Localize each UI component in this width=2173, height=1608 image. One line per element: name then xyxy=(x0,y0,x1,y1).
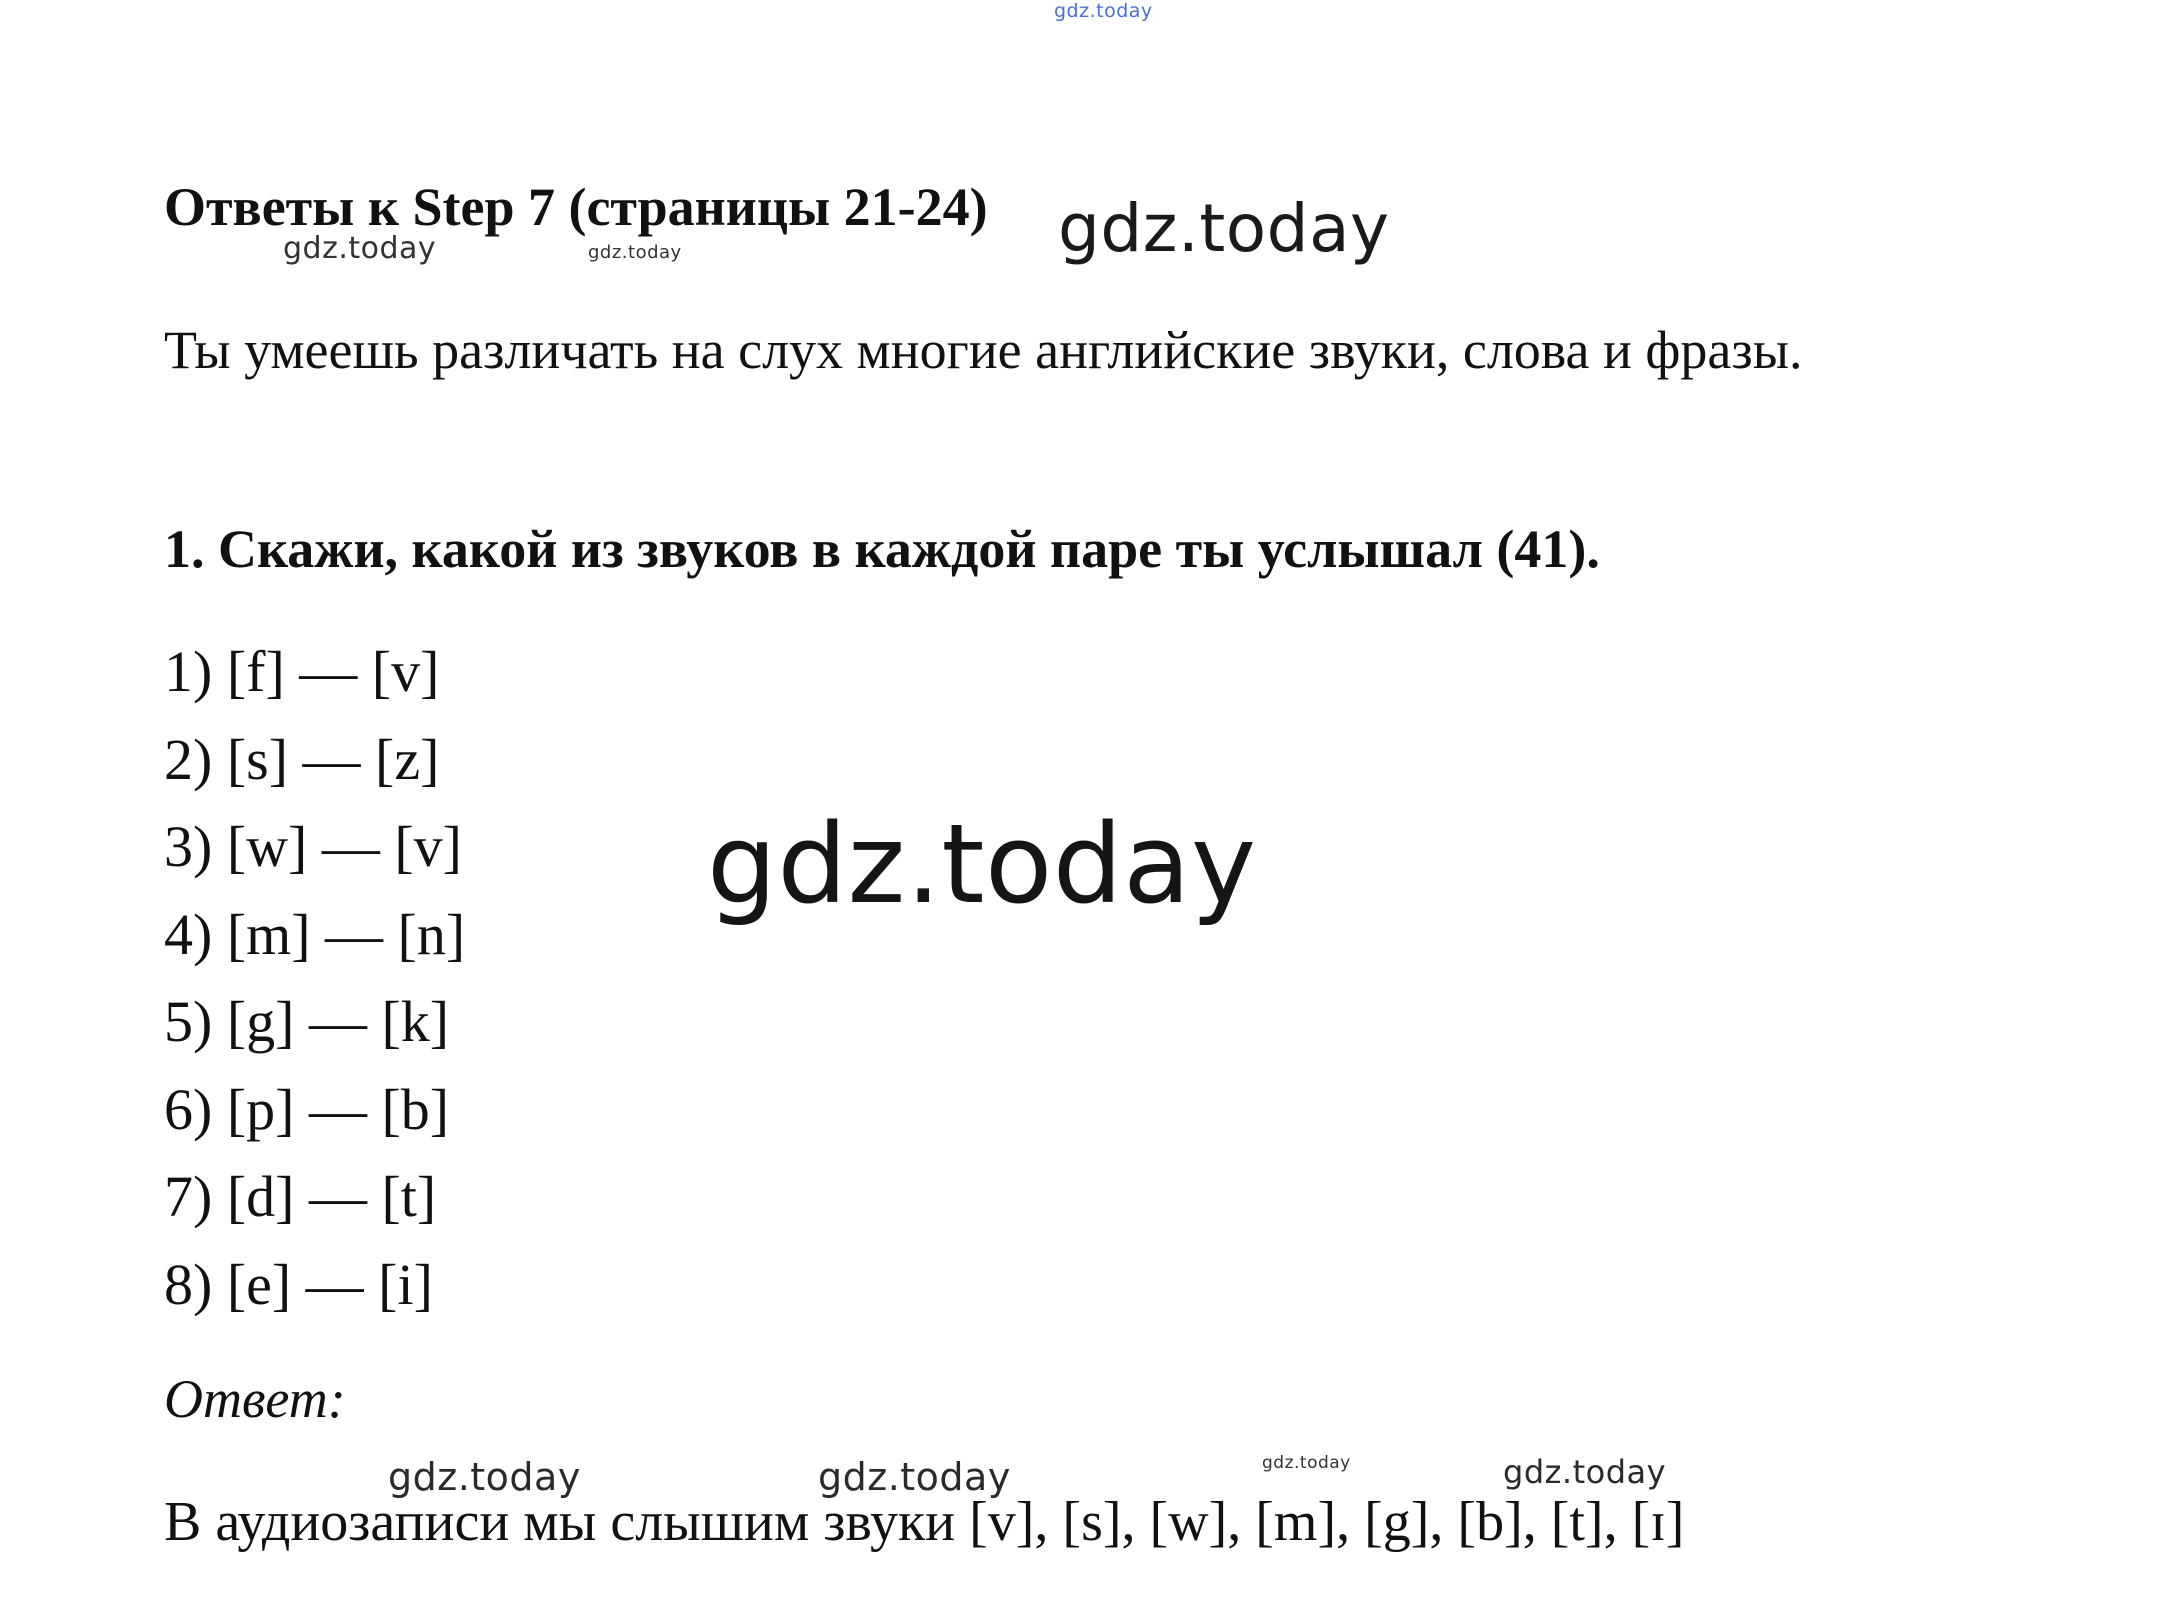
list-item: 4) [m] — [n] xyxy=(164,901,466,967)
watermark-top: gdz.today xyxy=(1054,0,1153,22)
watermark-center: gdz.today xyxy=(707,800,1257,928)
task-heading: 1. Скажи, какой из звуков в каждой паре ты услышал (41). xyxy=(164,519,1600,579)
watermark-answer: gdz.today xyxy=(1503,1453,1667,1491)
list-item: 1) [f] — [v] xyxy=(164,639,440,704)
list-item: 8) [e] — [i] xyxy=(164,1251,433,1317)
list-item: 6) [p] — [b] xyxy=(164,1076,450,1142)
answer-label: Ответ: xyxy=(164,1369,346,1429)
list-item: 5) [g] — [k] xyxy=(164,989,450,1054)
watermark-answer: gdz.today xyxy=(818,1455,1011,1499)
watermark-answer: gdz.today xyxy=(388,1455,581,1499)
page-title: Ответы к Step 7 (страницы 21-24) xyxy=(164,177,988,237)
watermark-title-small: gdz.today xyxy=(283,231,437,266)
list-item: 3) [w] — [v] xyxy=(164,814,462,879)
watermark-title: gdz.today xyxy=(1058,190,1390,267)
list-item: 2) [s] — [z] xyxy=(164,726,440,792)
list-item: 7) [d] — [t] xyxy=(164,1164,437,1229)
answer-text: В аудиозаписи мы слышим звуки [v], [s], [w], [m], [g], [b], [t], [ɪ] xyxy=(164,1491,1685,1553)
watermark-title-tiny: gdz.today xyxy=(588,242,682,263)
intro-paragraph: Ты умеешь различать на слух многие английские звуки, слова и фразы. xyxy=(164,320,1803,380)
sound-pairs-list xyxy=(164,628,465,1328)
watermark-answer-small: gdz.today xyxy=(1262,1453,1351,1473)
